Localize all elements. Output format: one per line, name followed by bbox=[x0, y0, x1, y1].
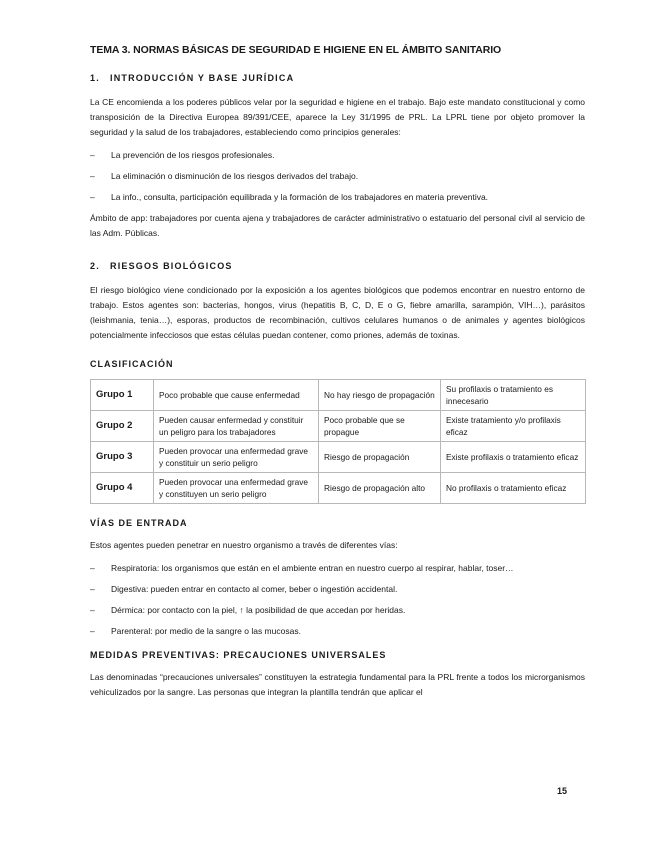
section-1-paragraph-2: Ámbito de app: trabajadores por cuenta ajena y trabajadores de carácter administrativo o estatuario del personal civil al servicio de las Adm. Públicas. bbox=[90, 213, 585, 238]
table-row bbox=[91, 442, 586, 473]
list-item: – La eliminación o disminución de los riesgos derivados del trabajo. bbox=[90, 171, 359, 181]
group-cell: Grupo 3 bbox=[91, 442, 154, 473]
table-cell: Existe profilaxis o tratamiento eficaz bbox=[441, 442, 586, 473]
group-cell: Grupo 2 bbox=[91, 411, 154, 442]
list-item-text: La info., consulta, participación equilibrada y la formación de los trabajadores en materia preventiva. bbox=[111, 192, 489, 202]
group-cell: Grupo 1 bbox=[91, 380, 154, 411]
table-cell: Existe tratamiento y/o profilaxis eficaz bbox=[441, 411, 586, 442]
list-item: – Respiratoria: los organismos que están en el ambiente entran en nuestro cuerpo al respirar, hablar, toser… bbox=[90, 563, 514, 573]
list-item-text: La prevención de los riesgos profesionales. bbox=[111, 150, 275, 160]
table-cell: Riesgo de propagación alto bbox=[319, 473, 441, 504]
table-row bbox=[91, 411, 586, 442]
section-2-title: RIESGOS BIOLÓGICOS bbox=[110, 261, 233, 271]
section-1-title: INTRODUCCIÓN Y BASE JURÍDICA bbox=[110, 73, 295, 83]
vias-intro: Estos agentes pueden penetrar en nuestro organismo a través de diferentes vías: bbox=[90, 540, 398, 550]
vias-heading: VÍAS DE ENTRADA bbox=[90, 518, 188, 528]
list-item-text: La eliminación o disminución de los riesgos derivados del trabajo. bbox=[111, 171, 359, 181]
section-1-paragraph-1: La CE encomienda a los poderes públicos velar por la seguridad e higiene en el trabajo. Bajo este mandato constitucional y como transposición de la Directiva Europea 89/391/CEE, aparece la Ley 31/1995 de PRL. La LPRL tiene por objeto promover la seguridad y la salud de los trabajadores, estableciendo como principios generales: bbox=[90, 97, 585, 137]
medidas-paragraph: Las denominadas “precauciones universales” constituyen la estrategia fundamental para la PRL frente a todos los microrganismos vehiculizados por la sangre. Las personas que integran la plantilla tendrán que aplicar el bbox=[90, 672, 585, 697]
section-1-number: 1. bbox=[90, 73, 100, 83]
group-cell: Grupo 4 bbox=[91, 473, 154, 504]
table-cell: Pueden provocar una enfermedad grave y constituyen un serio peligro bbox=[154, 473, 319, 504]
list-item-text: Dérmica: por contacto con la piel, ↑ la posibilidad de que accedan por heridas. bbox=[111, 605, 406, 615]
principles-list bbox=[90, 148, 585, 204]
section-2-paragraph-1: El riesgo biológico viene condicionado por la exposición a los agentes biológicos que podemos encontrar en nuestro entorno de trabajo. Estos agentes son: bacterias, hongos, virus (hepatitis B, C, D, E o G, fiebre amarilla, sarampión, VIH…), parásitos (leishmania, tenia…), esporas, productos de recombinación, cultivos celulares humanos o de animales y agentes biológicos potencialmente infecciosos que estas células puedan contener, como priones, además de toxinas. bbox=[90, 285, 585, 340]
list-item: – Parenteral: por medio de la sangre o las mucosas. bbox=[90, 626, 301, 636]
table-cell: Poco probable que se propague bbox=[319, 411, 441, 442]
table-cell: Pueden causar enfermedad y constituir un peligro para los trabajadores bbox=[154, 411, 319, 442]
list-item: – Digestiva: pueden entrar en contacto al comer, beber o ingestión accidental. bbox=[90, 584, 398, 594]
list-item-text: Parenteral: por medio de la sangre o las mucosas. bbox=[111, 626, 301, 636]
list-item: – La info., consulta, participación equilibrada y la formación de los trabajadores en materia preventiva. bbox=[90, 192, 489, 202]
table-cell: Poco probable que cause enfermedad bbox=[154, 380, 319, 411]
medidas-heading: MEDIDAS PREVENTIVAS: PRECAUCIONES UNIVERSALES bbox=[90, 650, 387, 660]
document-title: TEMA 3. NORMAS BÁSICAS DE SEGURIDAD E HIGIENE EN EL ÁMBITO SANITARIO bbox=[90, 44, 502, 56]
list-item: – La prevención de los riesgos profesionales. bbox=[90, 150, 275, 160]
table-cell: Su profilaxis o tratamiento es innecesario bbox=[441, 380, 586, 411]
list-item-text: Digestiva: pueden entrar en contacto al comer, beber o ingestión accidental. bbox=[111, 584, 398, 594]
vias-list bbox=[90, 561, 585, 638]
section-2-number: 2. bbox=[90, 261, 100, 271]
list-item: – Dérmica: por contacto con la piel, ↑ la posibilidad de que accedan por heridas. bbox=[90, 605, 406, 615]
table-cell: Pueden provocar una enfermedad grave y constituir un serio peligro bbox=[154, 442, 319, 473]
table-row bbox=[91, 473, 586, 504]
section-2-heading bbox=[90, 261, 585, 271]
table-cell: No hay riesgo de propagación bbox=[319, 380, 441, 411]
table-row bbox=[91, 380, 586, 411]
section-1-heading bbox=[90, 73, 585, 83]
classification-table bbox=[90, 379, 586, 504]
table-cell: Riesgo de propagación bbox=[319, 442, 441, 473]
table-cell: No profilaxis o tratamiento eficaz bbox=[441, 473, 586, 504]
list-item-text: Respiratoria: los organismos que están en el ambiente entran en nuestro cuerpo al respirar, hablar, toser… bbox=[111, 563, 514, 573]
clasificacion-heading: CLASIFICACIÓN bbox=[90, 359, 174, 369]
page-number: 15 bbox=[556, 786, 567, 796]
